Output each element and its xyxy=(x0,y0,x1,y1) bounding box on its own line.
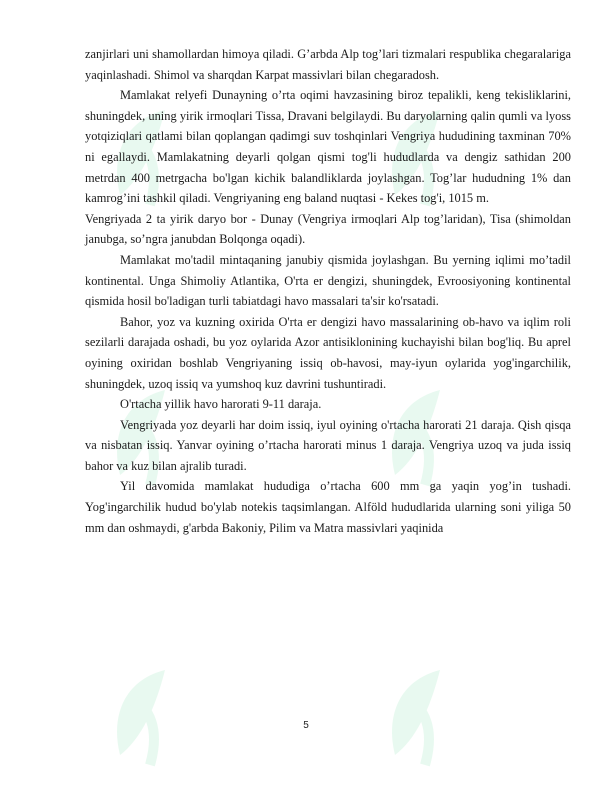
paragraph: Vengriyada 2 ta yirik daryo bor - Dunay (Vengriya irmoqlari Alp tog’laridan), Tisa (shimoldan janubga, so’ngra janubdan Bolqonga oqadi). xyxy=(85,211,571,247)
paragraph: O'rtacha yillik havo harorati 9-11 daraja. xyxy=(120,397,322,412)
paragraph: Vengriyada yoz deyarli har doim issiq, iyul oyining o'rtacha harorati 21 daraja. Qish qisqa va nisbatan issiq. Yanvar oyining o’rtacha harorati minus 1 daraja. Vengriya uzoq va juda issiq bahor va kuz bilan ajralib turadi. xyxy=(85,417,571,473)
paragraph: Bahor, yoz va kuzning oxirida O'rta er dengizi havo massalarining ob-havo va iqlim roli sezilarli darajada oshadi, bu yoz oylarida Azor antisiklonining kuchayishi bilan bog'liq. Bu aprel oyining oxiridan boshlab Vengriyaning issiq ob-havosi, may-iyun oylarida yog'ingarchilik, shuningdek, uzoq issiq va yumshoq kuz davrini tushuntiradi. xyxy=(85,314,571,391)
paragraph: Mamlakat mo'tadil mintaqaning janubiy qismida joylashgan. Bu yerning iqlimi mo’tadil kontinental. Unga Shimoliy Atlantika, O'rta er dengizi, shuningdek, Evroosiyoning kontinental qismida hosil bo'ladigan turli tabiatdagi havo massalari ta'sir ko'rsatadi. xyxy=(85,252,571,309)
paragraph: Mamlakat relyefi Dunayning o’rta oqimi havzasining biroz tepalikli, keng tekisliklarini, shuningdek, uning yirik irmoqlari Tissa, Dravani belgilaydi. Bu daryolarning qalin qumli va lyoss yotqiziqlari qatlami bilan qoplangan qadimgi suv toshqinlari Vengriya hududining taxminan 70% ni egallaydi. Mamlakatning deyarli qolgan qismi tog'li hududlarda va dengiz sathidan 200 metrdan 400 metrgacha bo'lgan kichik balandliklarda joylashgan. Tog’lar hududning 1% dan kamrog’ini tashkil qiladi. Vengriyaning eng baland nuqtasi - Kekes tog'i, 1015 m. xyxy=(85,88,571,206)
paragraph: Yil davomida mamlakat hududiga o’rtacha 600 mm ga yaqin yog’in tushadi. Yog'ingarchilik hudud bo'ylab notekis taqsimlangan. Alföld hududlarida ularning soni yiliga 50 mm dan oshmaydi, g'arbda Bakoniy, Pilim va Matra massivlari yaqinida xyxy=(85,479,571,535)
body-text xyxy=(85,44,571,538)
paragraph: zanjirlari uni shamollardan himoya qiladi. G’arbda Alp tog’lari tizmalari respublika chegaralariga yaqinlashadi. Shimol va sharqdan Karpat massivlari bilan chegaradosh. xyxy=(85,47,571,82)
page-number: 5 xyxy=(303,720,309,731)
